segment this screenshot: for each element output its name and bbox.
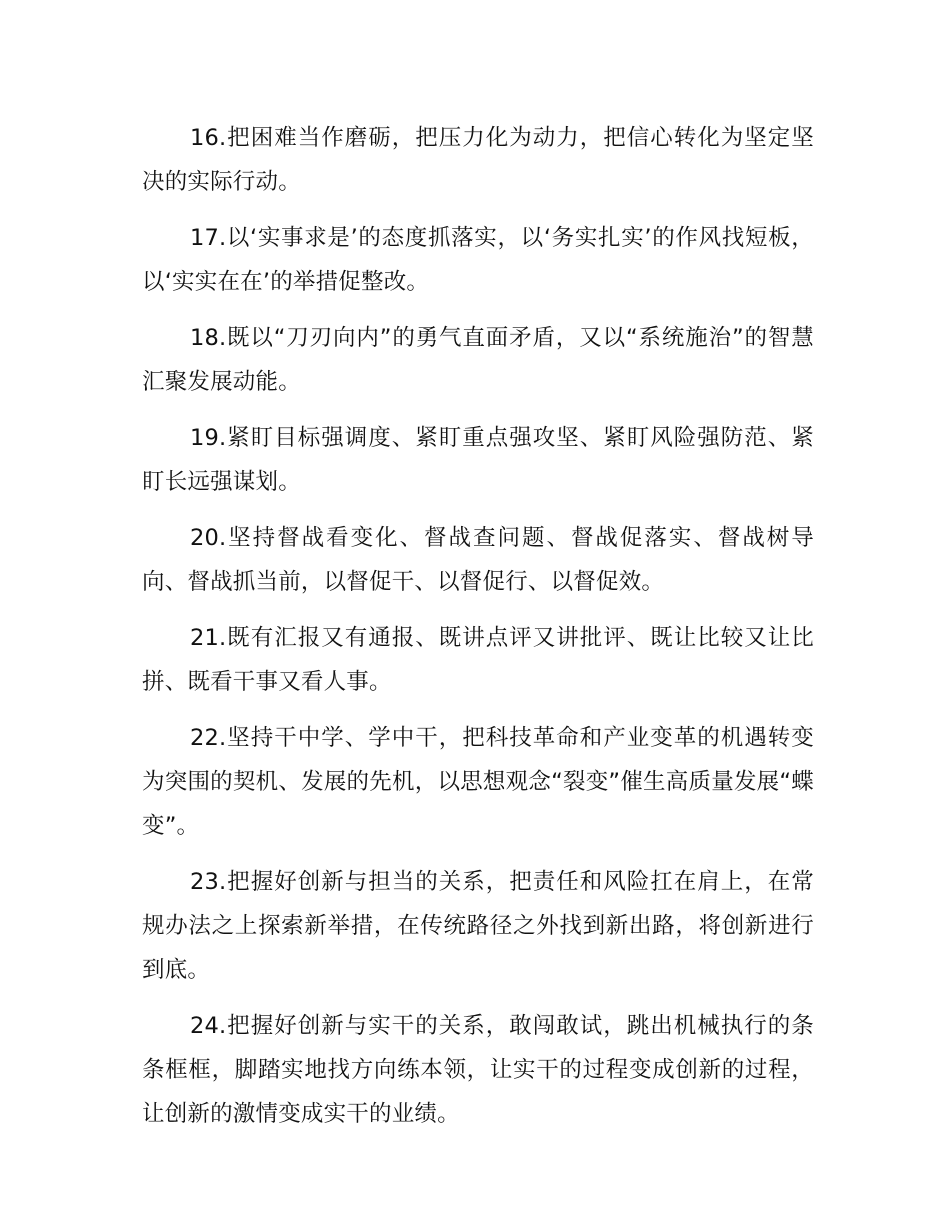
paragraph-19: 19.紧盯目标强调度、紧盯重点强攻坚、紧盯风险强防范、紧盯长远强谋划。 <box>142 425 814 495</box>
paragraph-24: 24.把握好创新与实干的关系，敢闯敢试，跳出机械执行的条条框框，脚踏实地找方向练本领，让实干的过程变成创新的过程，让创新的激情变成实干的业绩。 <box>142 1013 814 1127</box>
paragraph-22: 22.坚持干中学、学中干，把科技革命和产业变革的机遇转变为突围的契机、发展的先机，以思想观念“裂变”催生高质量发展“蝶变”。 <box>142 725 814 839</box>
document-body <box>142 116 814 1148</box>
paragraph-23: 23.把握好创新与担当的关系，把责任和风险扛在肩上，在常规办法之上探索新举措，在传统路径之外找到新出路，将创新进行到底。 <box>142 869 814 983</box>
paragraph-20: 20.坚持督战看变化、督战查问题、督战促落实、督战树导向、督战抓当前，以督促干、以督促行、以督促效。 <box>142 525 814 595</box>
paragraph-18: 18.既以“刀刃向内”的勇气直面矛盾，又以“系统施治”的智慧汇聚发展动能。 <box>142 325 814 395</box>
paragraph-21: 21.既有汇报又有通报、既讲点评又讲批评、既让比较又让比拼、既看干事又看人事。 <box>142 625 814 695</box>
paragraph-17: 17.以‘实事求是’的态度抓落实，以‘务实扎实’的作风找短板，以‘实实在在’的举措促整改。 <box>142 225 814 295</box>
paragraph-16: 16.把困难当作磨砺，把压力化为动力，把信心转化为坚定坚决的实际行动。 <box>142 125 814 195</box>
